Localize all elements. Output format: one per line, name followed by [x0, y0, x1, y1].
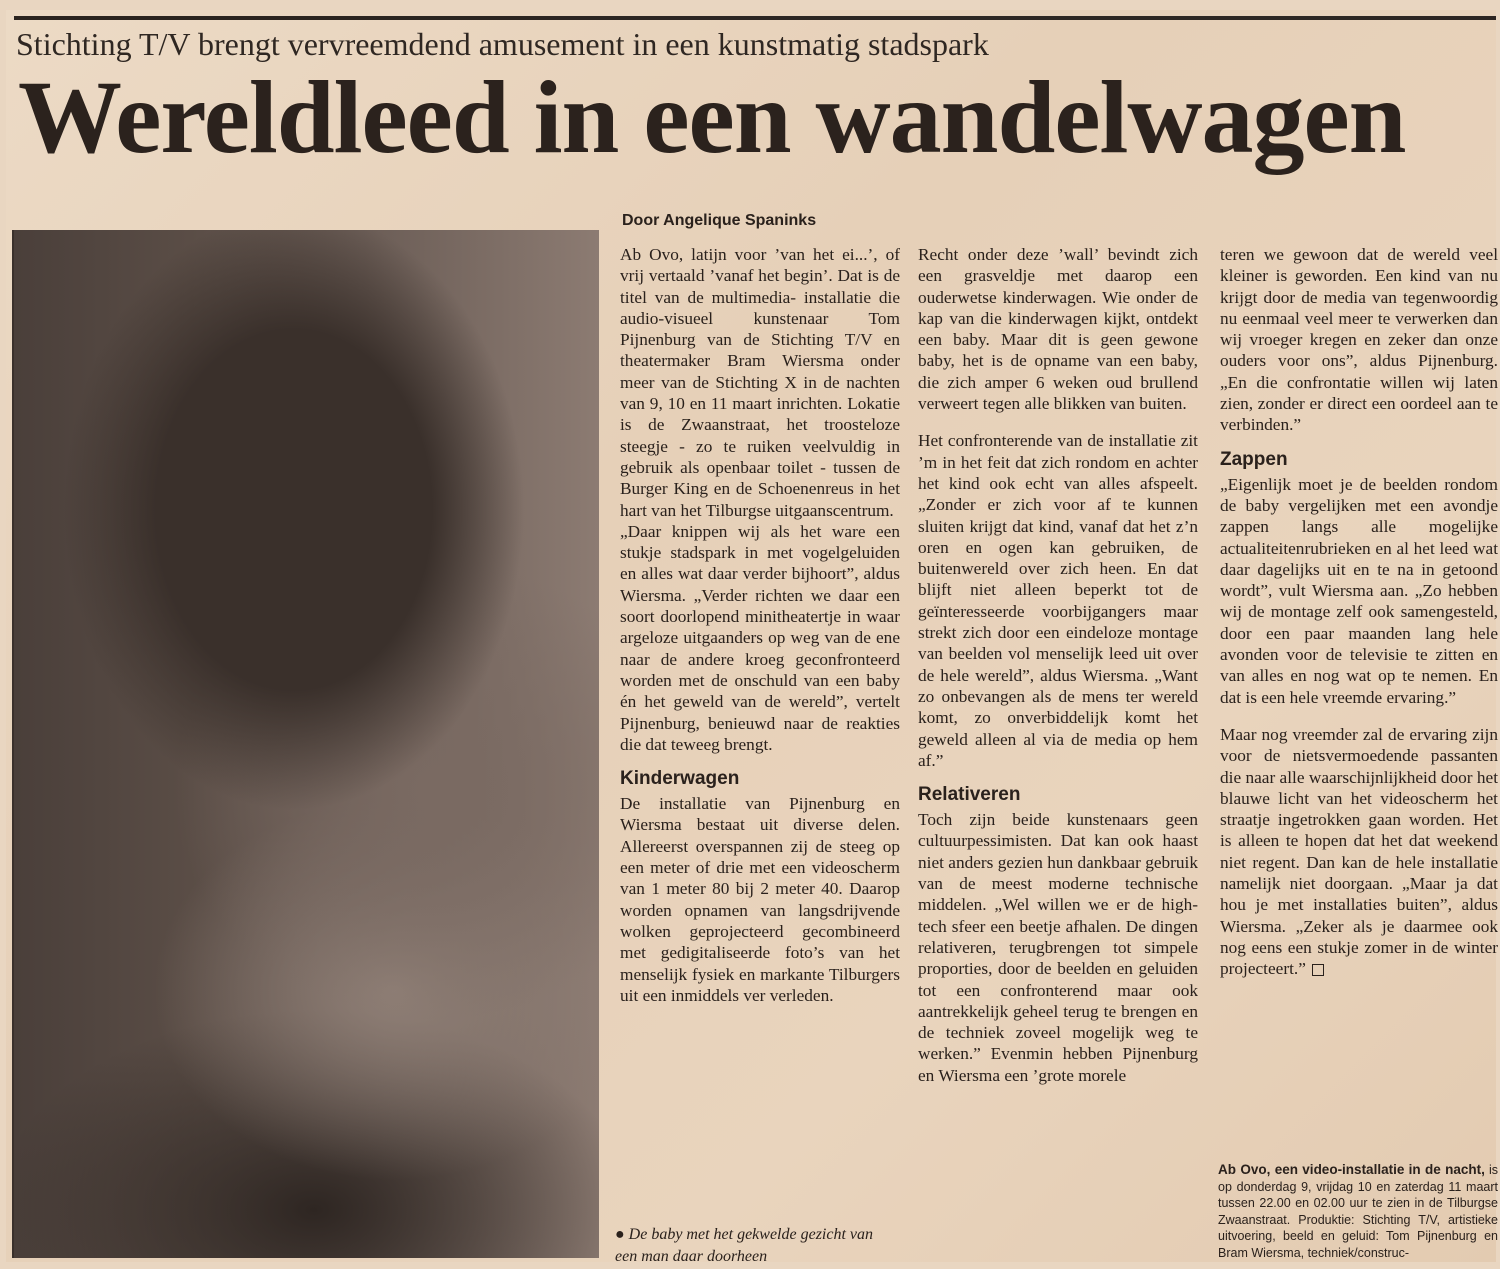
column-3 — [1220, 244, 1498, 1164]
byline: Door Angelique Spaninks — [622, 212, 817, 229]
column-2 — [918, 244, 1198, 1264]
top-rule — [14, 16, 1496, 20]
paragraph: „Eigenlijk moet je de beelden rondom de baby vergelijken met een avondje zappen langs alle mogelijke actualiteitenrubrieken en al het leed wat daar dagelijks uit en te na in getoond wordt”, vult Wiersma aan. „Zo hebben wij de montage zelf ook samengesteld, door een paar maanden lang hele avonden voor de televisie te zitten en van alles en nog wat op te nemen. En dat is een hele vreemde ervaring.” — [1220, 474, 1498, 707]
paragraph: De installatie van Pijnenburg en Wiersma bestaat uit diverse delen. Allereerst overspannen zij de steeg op een meter of drie met een videoscherm van 1 meter 80 bij 2 meter 40. Daarop worden opnamen van langsdrijvende wolken geprojecteerd gecombineerd met gedigitaliseerde foto’s van het menselijk fysiek en markante Tilburgers uit een inmiddels ver verleden. — [620, 794, 900, 1005]
paragraph: Recht onder deze ’wall’ bevindt zich een grasveldje met daarop een ouderwetse kinderwagen. Wie onder de kap van die kinderwagen kijkt, ontdekt een baby. Maar dit is geen gewone baby, het is de opname van een baby, die zich amper 6 weken oud brullend verweert tegen alle blikken van buiten. — [918, 245, 1198, 414]
paragraph: teren we gewoon dat de wereld veel kleiner is geworden. Een kind van nu krijgt door de media van tegenwoordig nu eenmaal veel meer te verwerken dan wij vroeger kregen en zeker dan onze ouders voor ons”, aldus Pijnenburg. „En die confrontatie willen wij laten zien, zonder er direct een oordeel aan te verbinden.” — [1220, 245, 1498, 435]
kicker: Stichting T/V brengt vervreemdend amusement in een kunstmatig stadspark — [16, 26, 989, 62]
paragraph: Toch zijn beide kunstenaars geen cultuurpessimisten. Dat kan ook haast niet anders gezien hun dankbaar gebruik van de meest moderne technische middelen. „Wel willen we er de high-tech sfeer een beetje afhalen. De dingen relativeren, terugbrengen tot simpele proporties, door de beelden en geluiden tot een confronterend maar ook aantrekkelijk geheel terug te brengen en de techniek zoveel mogelijk weg te werken.” Evenmin hebben Pijnenburg en Wiersma een ’grote morele — [918, 810, 1198, 1085]
paragraph: Het confronterende van de installatie zit ’m in het feit dat zich rondom en achter het kind ook echt van alles afspeelt. „Zonder er zich voor af te kunnen sluiten krijgt dat kind, vanaf dat het z’n oren en ogen kan gebruiken, de buitenwereld over zich heen. En dat blijft niet alleen beperkt tot de geïnteresseerde voorbijgangers maar strekt zich door een eindeloze montage van beelden vol menselijk leed uit over de hele wereld”, aldus Wiersma. „Want zo onbevangen als de mens ter wereld komt, zo onverbiddelijk komt het geweld alleen al via de media op hem af.” — [918, 431, 1198, 770]
paragraph: „Daar knippen wij als het ware een stukje stadspark in met vogelgeluiden en alles wat daar verder bijhoort”, aldus Wiersma. „Verder richten we daar een soort doorlopend minitheatertje in waar argeloze uitgaanders op weg van de ene naar de andere kroeg geconfronteerd worden met de onschuld van een baby én het geweld van de wereld”, vertelt Pijnenburg, benieuwd naar de reakties die dat teweeg brengt. — [620, 521, 900, 754]
photo-caption — [615, 1224, 895, 1268]
end-mark-icon — [1312, 964, 1324, 976]
caption-text: De baby met het gekwelde gezicht van een man daar doorheen — [615, 1226, 874, 1265]
caption-bullet-icon: ● — [615, 1226, 625, 1243]
paragraph: Maar nog vreemder zal de ervaring zijn voor de nietsvermoedende passanten die naar alle waarschijnlijkheid door het blauwe licht van het videoscherm het straatje ingetrokken gaan worden. Het is alleen te hopen dat het dat weekend niet regent. Dan kan de hele installatie namelijk niet doorgaan. „Maar ja dat hou je met installaties buiten”, aldus Wiersma. „Zeker als je daarmee ook nog eens een stukje zomer in de winter projecteert.” — [1220, 724, 1498, 979]
section-heading: Zappen — [1220, 448, 1288, 470]
baby-photo — [12, 230, 599, 1258]
event-info — [1218, 1162, 1498, 1262]
section-heading: Kinderwagen — [620, 768, 740, 790]
section-heading: Relativeren — [918, 784, 1021, 806]
headline: Wereldleed in een wandelwagen — [18, 60, 1406, 175]
event-info-text: is op donderdag 9, vrijdag 10 en zaterdag 11 maart tussen 22.00 en 02.00 uur te zien in de Tilburgse Zwaanstraat. Produktie: Stichting T/V, artistieke uitvoering, beeld en geluid: Tom Pijnenburg en Bram Wiersma, techniek/construc- — [1218, 1163, 1498, 1260]
event-info-title: Ab Ovo, een video-installatie in de nacht, — [1218, 1162, 1485, 1177]
column-1 — [620, 244, 900, 1224]
paragraph: Ab Ovo, latijn voor ’van het ei...’, of vrij vertaald ’vanaf het begin’. Dat is de titel van de multimedia- installatie die audio-visueel kunstenaar Tom Pijnenburg van de Stichting T/V en theatermaker Bram Wiersma onder meer van de Stichting X in de nachten van 9, 10 en 11 maart inrichten. Lokatie is de Zwaanstraat, het troosteloze steegje - zo te ruiken veelvuldig in gebruik als openbaar toilet - tussen de Burger King en de Schoenenreus in het hart van het Tilburgse uitgaanscentrum. — [620, 245, 900, 520]
